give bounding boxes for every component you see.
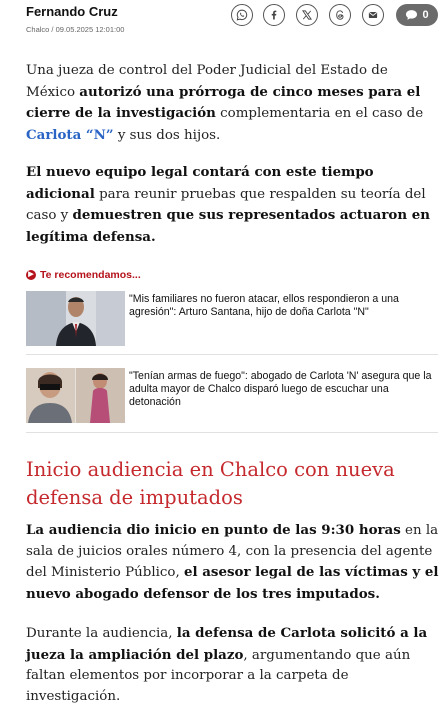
x-share-button[interactable]: [296, 4, 318, 26]
recommended-thumbnail-2: [26, 368, 125, 423]
paragraph-bold-text: autorizó una prórroga de cinco meses para el cierre de la investigación: [26, 83, 421, 121]
recommended-title-1[interactable]: "Mis familiares no fueron atacar, ellos respondieron a una agresión": Arturo Santana, hijo de doña Carlota "N": [129, 293, 399, 319]
facebook-icon: [268, 9, 280, 21]
x-icon: [301, 9, 313, 21]
facebook-share-button[interactable]: [263, 4, 285, 26]
paragraph-bold-text: La audiencia dio inicio en punto de las 9:30 horas: [26, 522, 401, 538]
section-heading: Inicio audiencia en Chalco con nueva defensa de imputados: [26, 458, 395, 509]
author-name[interactable]: Fernando Cruz: [26, 4, 118, 19]
paragraph-bold-text: la defensa de Carlota solicitó a la jueza la ampliación del plazo: [26, 625, 428, 663]
paragraph-bold-text: El nuevo equipo legal contará con este tiempo adicional: [26, 164, 374, 202]
recommended-article-2[interactable]: [26, 368, 438, 426]
recommended-title-2[interactable]: "Tenían armas de fuego": abogado de Carlota 'N' asegura que la adulta mayor de Chalco disparó luego de escuchar una detonación: [129, 370, 432, 409]
email-icon: [367, 9, 379, 21]
arrow-right-icon: ▶: [26, 270, 36, 280]
threads-icon: [334, 9, 346, 21]
recommend-label[interactable]: Te recomendamos...: [40, 269, 141, 281]
article-meta: Chalco / 09.05.2025 12:01:00: [26, 25, 125, 34]
comments-button[interactable]: [396, 4, 438, 26]
recommend-header: [26, 269, 141, 281]
whatsapp-icon: [236, 9, 248, 21]
threads-share-button[interactable]: [329, 4, 351, 26]
paragraph-bold-text: el asesor legal de las víctimas y el nuevo abogado defensor de los tres imputados.: [26, 564, 439, 602]
paragraph-text: , argumentando que aún faltan elementos por incorporar a la carpeta de investigación.: [26, 647, 411, 704]
divider: [26, 354, 438, 355]
recommended-article-1[interactable]: [26, 291, 438, 349]
paragraph-text: en la sala de juicios orales número 4, con la presencia del agente del Ministerio Público,: [26, 523, 439, 580]
article-paragraph-2: [26, 162, 441, 248]
article-paragraph-1: [26, 61, 441, 146]
whatsapp-share-button[interactable]: [231, 4, 253, 26]
paragraph-text: complementaria en el caso de: [215, 106, 424, 121]
paragraph-text: Durante la audiencia,: [26, 626, 177, 641]
comment-bubble-icon: [405, 9, 418, 21]
article-paragraph-4: [26, 623, 441, 707]
paragraph-text: y sus dos hijos.: [113, 127, 221, 143]
paragraph-bold-text: demuestren que sus representados actuaron en legítima defensa.: [26, 207, 430, 245]
article-paragraph-3: [26, 520, 441, 605]
email-share-button[interactable]: [362, 4, 384, 26]
divider: [26, 432, 438, 433]
comment-count: 0: [422, 9, 429, 21]
carlota-link[interactable]: Carlota “N”: [26, 126, 114, 143]
paragraph-text: para reunir pruebas que respalden su teoría del caso y: [26, 186, 426, 223]
paragraph-text: Una jueza de control del Poder Judicial del Estado de México: [26, 63, 388, 100]
recommended-thumbnail-1: [26, 291, 125, 346]
article-header: [0, 0, 446, 44]
